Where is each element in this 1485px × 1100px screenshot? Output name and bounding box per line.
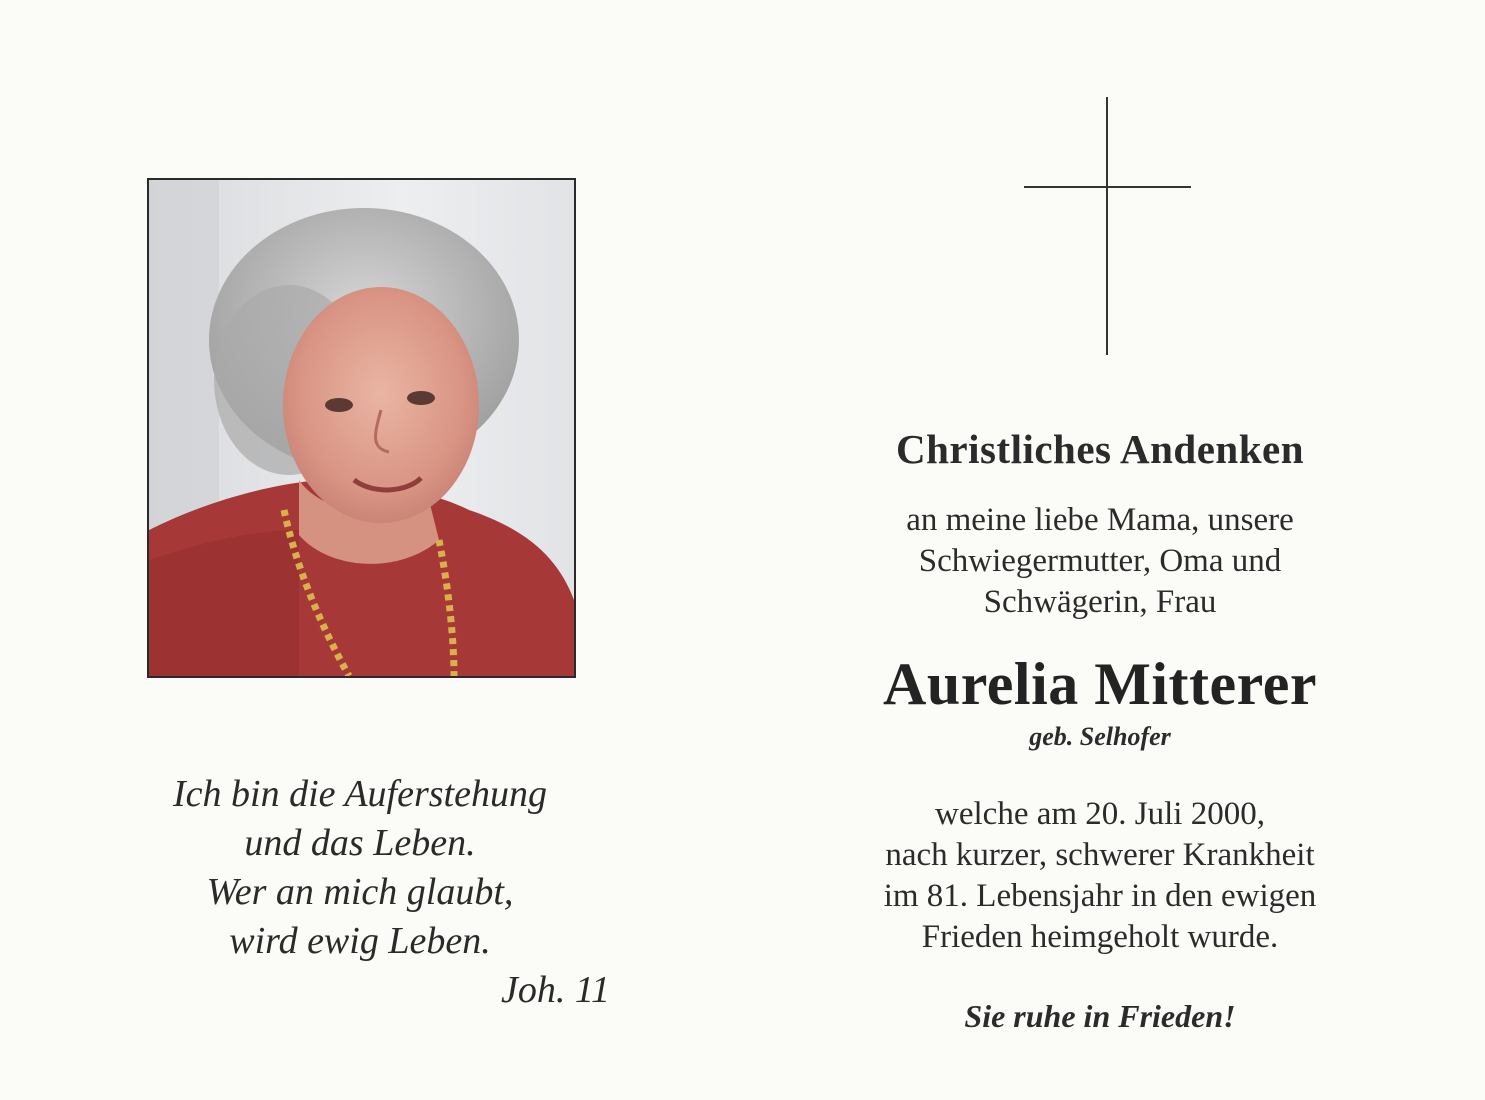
closing-blessing: Sie ruhe in Frieden! bbox=[964, 998, 1236, 1034]
death-line: nach kurzer, schwerer Krankheit bbox=[885, 837, 1315, 873]
verse-line: Ich bin die Auferstehung bbox=[173, 773, 547, 815]
death-line: im 81. Lebensjahr in den ewigen bbox=[883, 878, 1317, 914]
bible-verse bbox=[110, 770, 610, 966]
maiden-name: geb. Selhofer bbox=[1029, 722, 1171, 751]
verse-line: wird ewig Leben. bbox=[229, 920, 491, 962]
deceased-name: Aurelia Mitterer bbox=[883, 651, 1317, 717]
portrait-illustration bbox=[149, 180, 574, 676]
death-line: welche am 20. Juli 2000, bbox=[935, 796, 1265, 832]
verse-line: Wer an mich glaubt, bbox=[206, 871, 514, 913]
intro-line: Schwägerin, Frau bbox=[983, 584, 1217, 620]
cross-icon bbox=[1106, 97, 1108, 355]
verse-line: und das Leben. bbox=[244, 822, 476, 864]
intro-line: an meine liebe Mama, unsere bbox=[906, 502, 1294, 538]
death-notice bbox=[800, 794, 1400, 958]
verse-reference: Joh. 11 bbox=[500, 969, 610, 1011]
cross-icon-bar bbox=[1024, 186, 1191, 188]
intro-line: Schwiegermutter, Oma und bbox=[918, 543, 1282, 579]
portrait-photo bbox=[147, 178, 576, 678]
intro-text bbox=[820, 500, 1380, 623]
card-heading: Christliches Andenken bbox=[895, 426, 1305, 472]
death-line: Frieden heimgeholt wurde. bbox=[921, 919, 1279, 955]
